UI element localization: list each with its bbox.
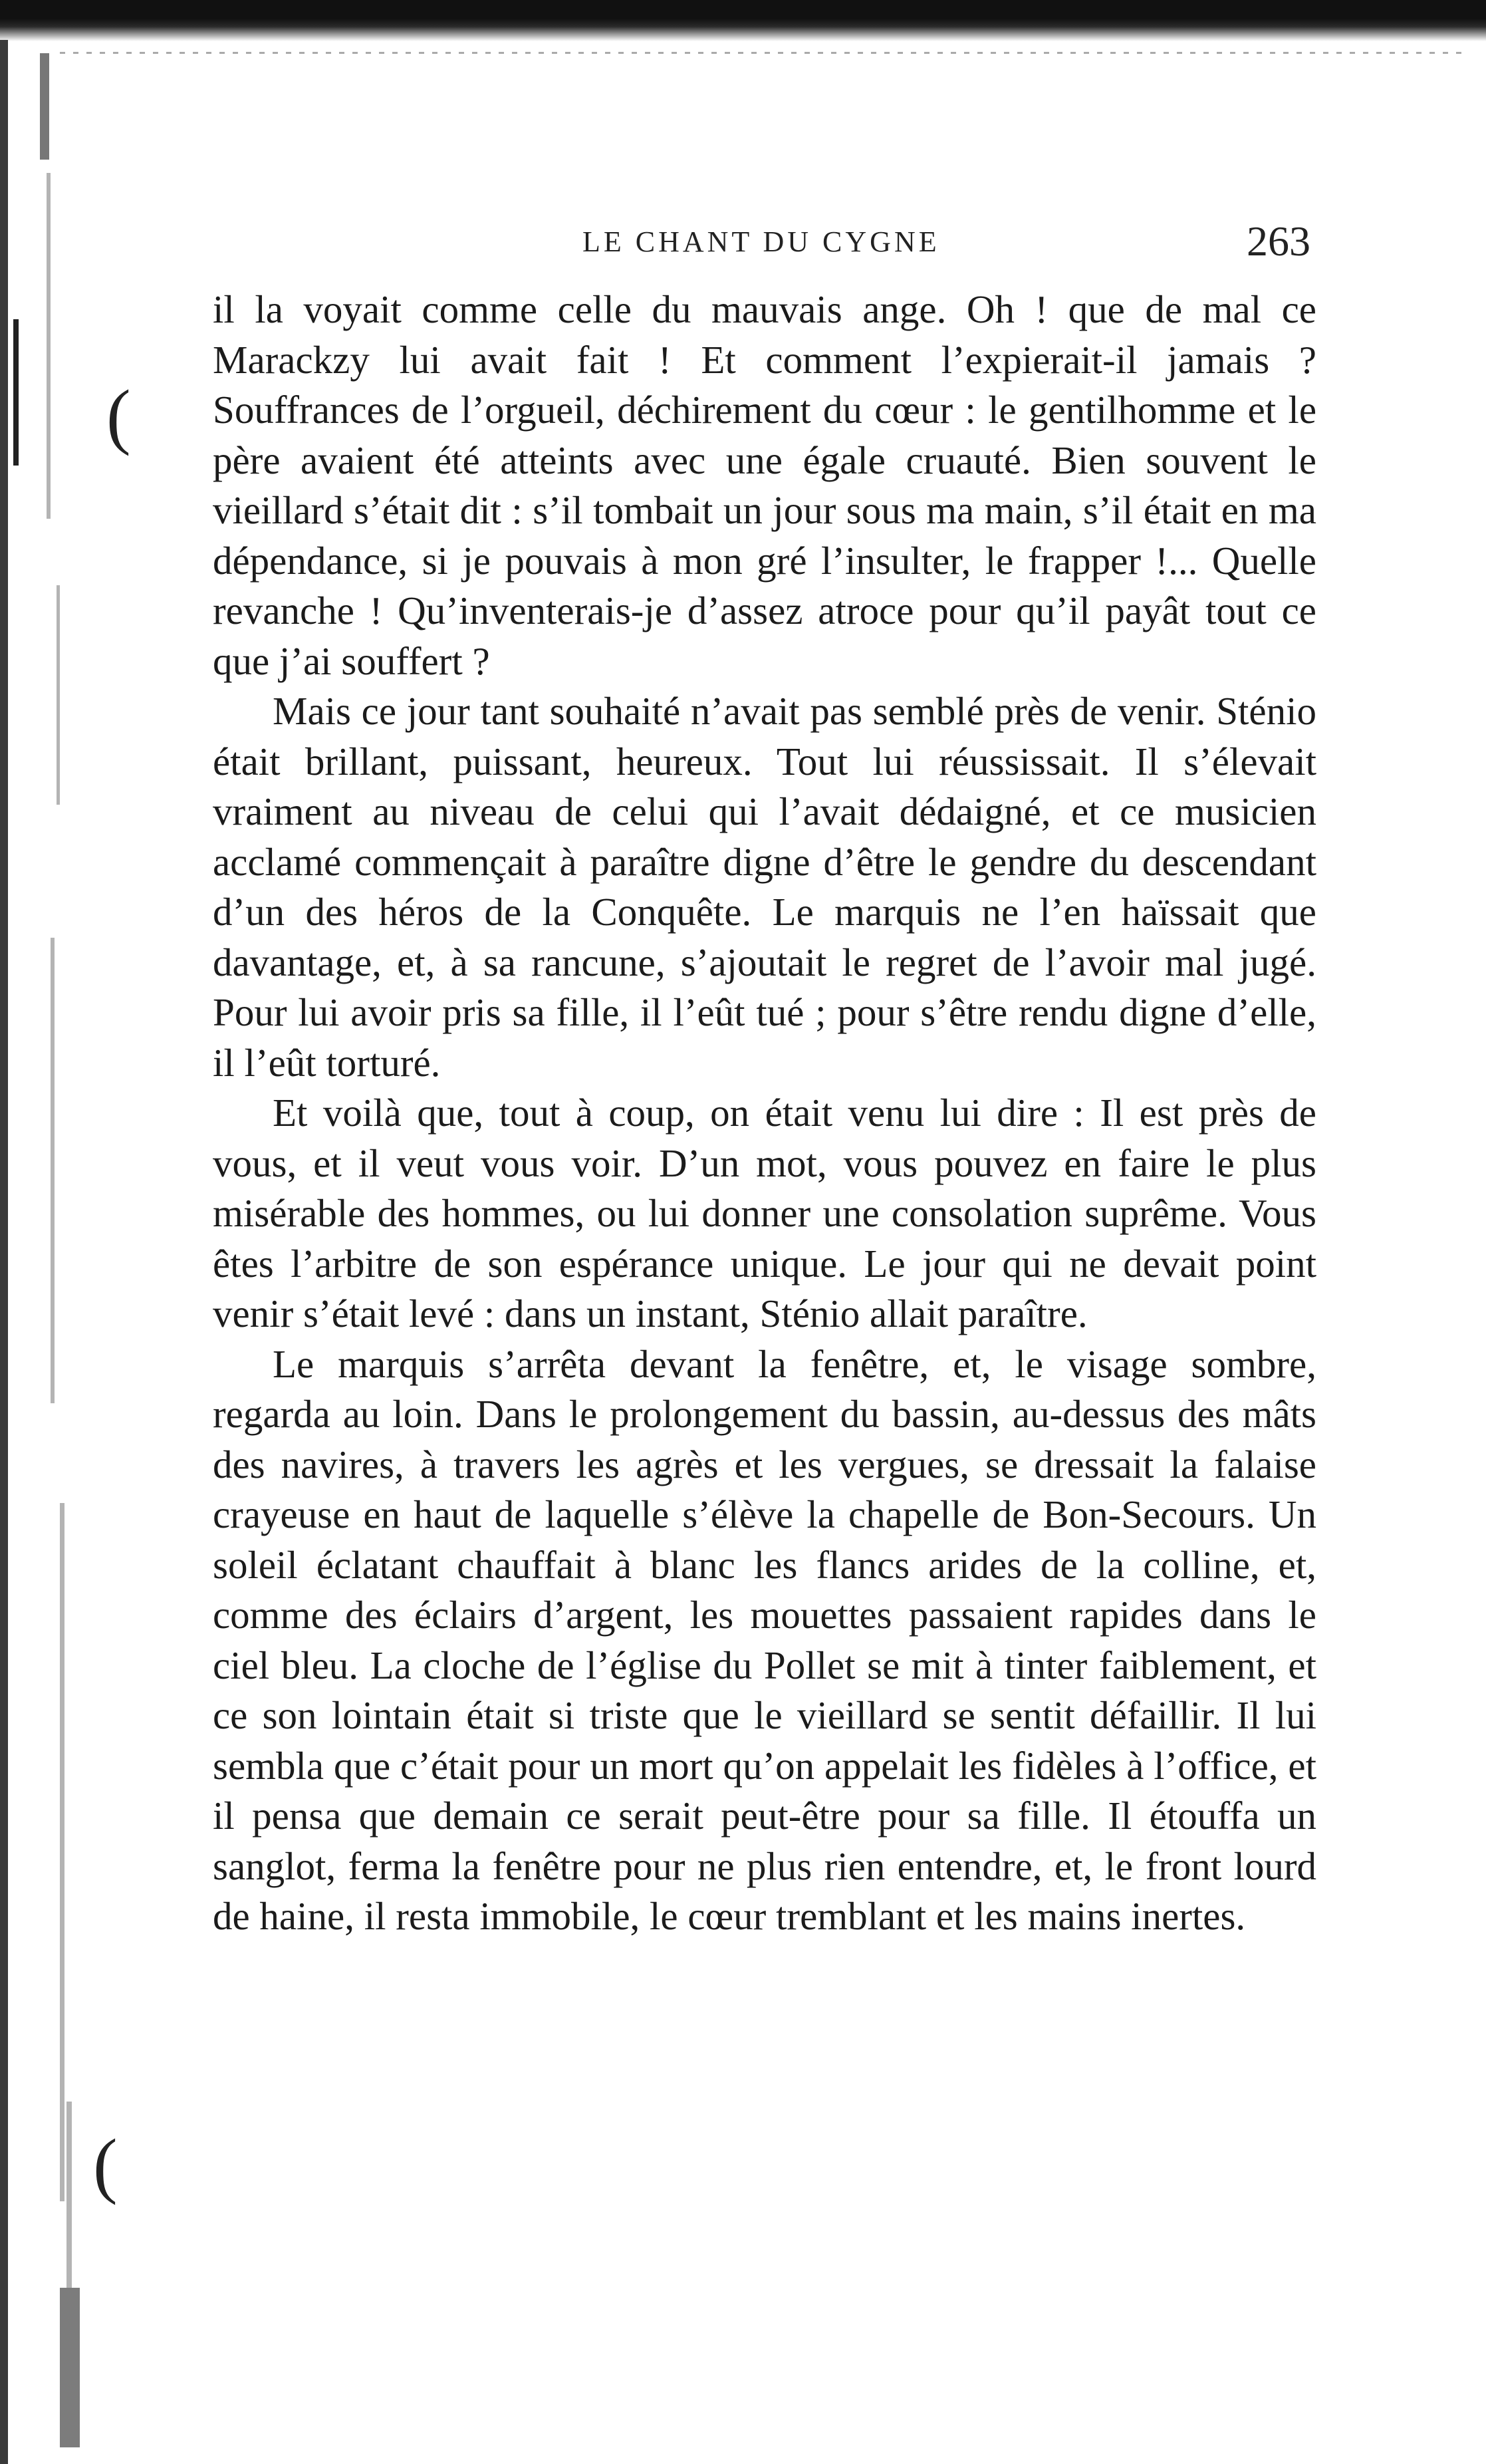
- scan-dotted-line: [60, 52, 1469, 54]
- paragraph: Le marquis s’arrêta devant la fenêtre, et, le visage sombre, regarda au loin. Dans le prolongement du bassin, au-dessus des mâts des navires, à travers les agrès et les vergues, se dressait la falaise crayeuse en haut de laquelle s’élève la chapelle de Bon-Secours. Un soleil éclatant chauffait à blanc les flancs arides de la colline, et, comme des éclairs d’argent, les mouettes passaient rapides dans le ciel bleu. La cloche de l’église du Pollet se mit à tinter faiblement, et ce son lointain était si triste que le vieillard se sentit défaillir. Il lui sembla que c’était pour un mort qu’on appelait les fidèles à l’office, et il pensa que demain ce serait peut-être pour sa fille. Il étouffa un sanglot, ferma la fenêtre pour ne plus rien entendre, et, le front lourd de haine, il resta immobile, le cœur tremblant et les mains inertes.: [213, 1341, 1316, 1938]
- running-head: LE CHANT DU CYGNE: [582, 225, 940, 258]
- margin-bracket-mark: (: [106, 375, 131, 456]
- margin-bracket-mark: (: [93, 2124, 118, 2205]
- paragraph: il la voyait comme celle du mauvais ange. Oh ! que de mal ce Marackzy lui avait fait ! Et comment l’expierait-il jamais ? Souffrances de l’orgueil, déchirement du cœur : le gentilhomme et le père avaient été atteints avec une égale cruauté. Bien souvent le vieillard s’était dit : s’il tombait un jour sous ma main, s’il était en ma dépendance, si je pouvais à mon gré l’insulter, le frapper !... Quelle revanche ! Qu’inventerais-je d’assez atroce pour qu’il payât tout ce que j’ai souffert ?: [213, 287, 1316, 683]
- scan-left-edge: [0, 40, 93, 2464]
- paragraph: Et voilà que, tout à coup, on était venu lui dire : Il est près de vous, et il veut vous voir. D’un mot, vous pouvez en faire le plus misérable des hommes, ou lui donner une consolation suprême. Vous êtes l’arbitre de son espérance unique. Le jour qui ne devait point venir s’était levé : dans un instant, Sténio allait paraître.: [213, 1091, 1316, 1335]
- paragraph: Mais ce jour tant souhaité n’avait pas semblé près de venir. Sténio était brillant, puissant, heureux. Tout lui réussissait. Il s’élevait vraiment au niveau de celui qui l’avait dédaigné, et ce musicien acclamé commençait à paraître digne d’être le gendre du descendant d’un des héros de la Conquête. Le marquis ne l’en haïssait que davantage, et, à sa rancune, s’ajoutait le regret de l’avoir mal jugé. Pour lui avoir pris sa fille, il l’eût tué ; pour s’être rendu digne d’elle, il l’eût torturé.: [213, 689, 1316, 1085]
- page-number: 263: [1247, 217, 1310, 265]
- scan-top-edge: [0, 0, 1486, 41]
- body-text: [213, 285, 1316, 1942]
